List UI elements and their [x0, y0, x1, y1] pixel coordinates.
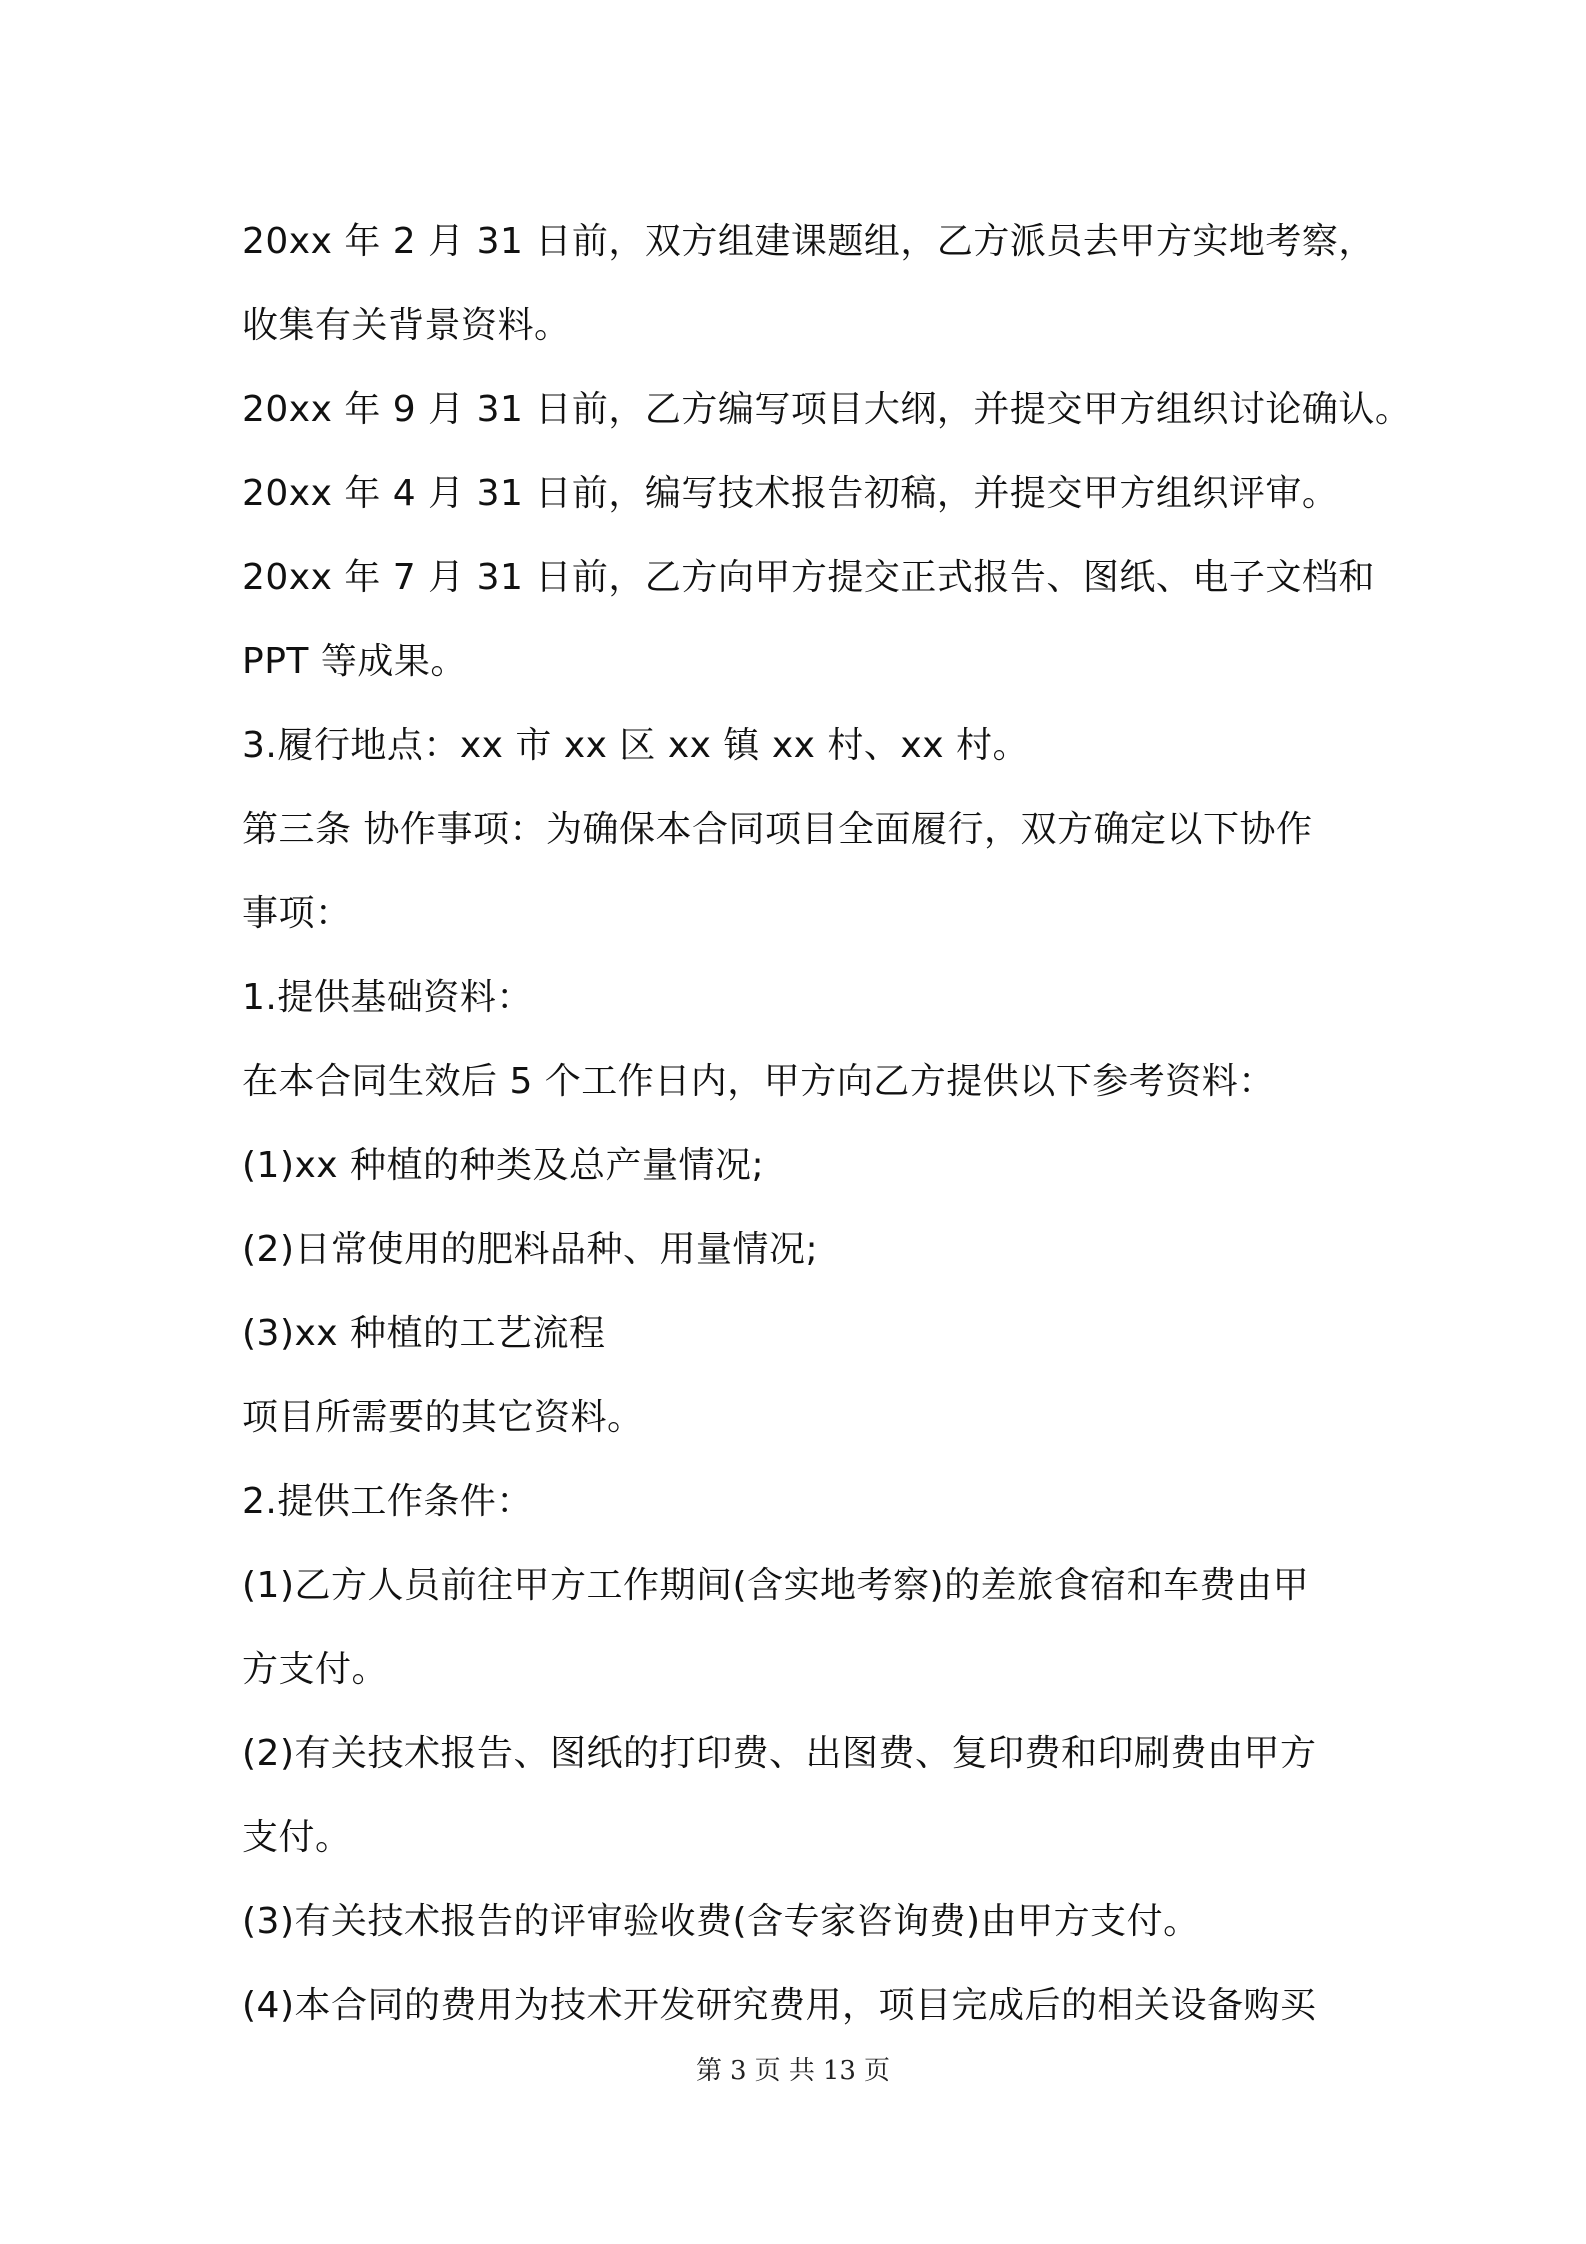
text-line: 事项：: [242, 893, 352, 934]
footer-mid: 页 共: [754, 2056, 815, 2086]
text-line: 20xx 年 7 月 31 日前，乙方向甲方提交正式报告、图纸、电子文档和: [242, 557, 1375, 598]
text-line: (2)日常使用的肥料品种、用量情况;: [242, 1229, 819, 1270]
footer-prefix: 第: [696, 2056, 723, 2086]
text-line: 收集有关背景资料。: [242, 305, 571, 346]
text-line: 2.提供工作条件：: [242, 1481, 533, 1522]
text-line: 第三条 协作事项：为确保本合同项目全面履行，双方确定以下协作: [242, 809, 1313, 850]
text-line: (1)乙方人员前往甲方工作期间(含实地考察)的差旅食宿和车费由甲: [242, 1565, 1310, 1606]
text-line: 3.履行地点：xx 市 xx 区 xx 镇 xx 村、xx 村。: [242, 725, 1029, 766]
text-line: 支付。: [242, 1817, 352, 1858]
text-line: 项目所需要的其它资料。: [242, 1397, 644, 1438]
text-line: (3)有关技术报告的评审验收费(含专家咨询费)由甲方支付。: [242, 1901, 1200, 1942]
text-line: 在本合同生效后 5 个工作日内，甲方向乙方提供以下参考资料：: [242, 1061, 1275, 1102]
text-line: 20xx 年 4 月 31 日前，编写技术报告初稿，并提交甲方组织评审。: [242, 473, 1339, 514]
text-line: PPT 等成果。: [242, 641, 467, 682]
text-line: 方支付。: [242, 1649, 389, 1690]
document-body: [242, 200, 1412, 2048]
footer-page-number: 3: [730, 2056, 747, 2086]
footer-total-pages: 13: [822, 2056, 856, 2086]
text-line: (4)本合同的费用为技术开发研究费用，项目完成后的相关设备购买: [242, 1985, 1317, 2026]
page-footer: [0, 2050, 1586, 2087]
text-line: (3)xx 种植的工艺流程: [242, 1313, 606, 1354]
footer-suffix: 页: [863, 2056, 890, 2086]
text-line: (2)有关技术报告、图纸的打印费、出图费、复印费和印刷费由甲方: [242, 1733, 1317, 1774]
text-line: 20xx 年 9 月 31 日前，乙方编写项目大纲，并提交甲方组织讨论确认。: [242, 389, 1412, 430]
text-line: (1)xx 种植的种类及总产量情况;: [242, 1145, 765, 1186]
text-line: 20xx 年 2 月 31 日前，双方组建课题组，乙方派员去甲方实地考察，: [242, 221, 1375, 262]
text-line: 1.提供基础资料：: [242, 977, 533, 1018]
